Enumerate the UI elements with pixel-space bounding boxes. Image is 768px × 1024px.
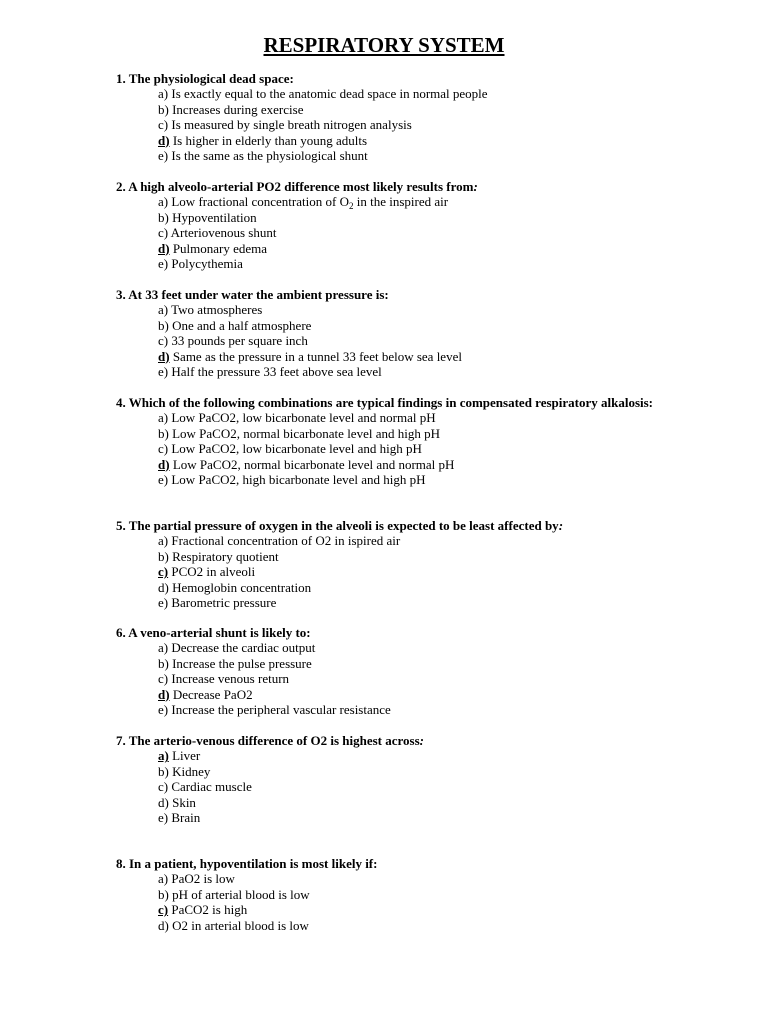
option-a: a) Low PaCO2, low bicarbonate level and normal pH <box>158 410 436 426</box>
option-c-correct: c) PaCO2 is high <box>158 902 248 918</box>
option-list <box>116 871 656 933</box>
option-d-correct: d) Decrease PaO2 <box>158 686 253 702</box>
option-d-correct: d) Is higher in elderly than young adults <box>158 132 368 148</box>
option-e: e) Increase the peripheral vascular resistance <box>158 702 391 718</box>
question-2 <box>116 179 656 271</box>
option-b: b) Increases during exercise <box>158 101 304 117</box>
option-list <box>116 410 656 487</box>
question-1 <box>116 71 656 163</box>
option-list <box>116 302 656 379</box>
option-b: b) One and a half atmosphere <box>158 317 312 333</box>
question-4 <box>116 395 656 487</box>
option-c: c) Increase venous return <box>158 671 290 687</box>
option-c: c) Low PaCO2, low bicarbonate level and high pH <box>158 441 422 457</box>
option-c: c) Cardiac muscle <box>158 779 252 795</box>
option-c-correct: c) PCO2 in alveoli <box>158 564 256 580</box>
option-b: b) pH of arterial blood is low <box>158 886 310 902</box>
option-c: c) Arteriovenous shunt <box>158 225 277 241</box>
option-c: c) 33 pounds per square inch <box>158 333 308 349</box>
question-text: 1. The physiological dead space: <box>116 71 294 86</box>
option-d: d) O2 in arterial blood is low <box>158 917 309 933</box>
option-a: a) Low fractional concentration of $O_2$ in the inspired air <box>158 194 449 212</box>
question-text: 8. In a patient, hypoventilation is most likely if: <box>116 856 378 871</box>
option-list <box>116 194 656 271</box>
option-e: e) Half the pressure 33 feet above sea level <box>158 364 382 380</box>
option-a: a) Decrease the cardiac output <box>158 640 316 656</box>
option-b: b) Kidney <box>158 763 211 779</box>
question-text: 6. A veno-arterial shunt is likely to: <box>116 625 311 640</box>
option-b: b) Increase the pulse pressure <box>158 655 312 671</box>
option-list <box>116 748 656 825</box>
question-5 <box>116 518 656 610</box>
option-b: b) Hypoventilation <box>158 209 257 225</box>
option-a-correct: a) Liver <box>158 748 201 764</box>
option-e: e) Is the same as the physiological shunt <box>158 148 368 164</box>
option-d: d) Skin <box>158 794 196 810</box>
option-d-correct: d) Low PaCO2, normal bicarbonate level and normal pH <box>158 456 455 472</box>
option-list <box>116 86 656 163</box>
question-6 <box>116 625 656 717</box>
option-b: b) Low PaCO2, normal bicarbonate level and high pH <box>158 425 440 441</box>
option-c: c) Is measured by single breath nitrogen analysis <box>158 117 412 133</box>
option-b: b) Respiratory quotient <box>158 548 279 564</box>
option-e: e) Polycythemia <box>158 256 243 272</box>
page-title: RESPIRATORY SYSTEM <box>263 33 505 57</box>
option-a: a) PaO2 is low <box>158 871 235 887</box>
question-3 <box>116 287 656 379</box>
question-8 <box>116 856 656 933</box>
option-e: e) Low PaCO2, high bicarbonate level and high pH <box>158 472 426 488</box>
question-7 <box>116 733 656 825</box>
option-list <box>116 533 656 610</box>
option-a: a) Is exactly equal to the anatomic dead space in normal people <box>158 86 488 102</box>
option-list <box>116 640 656 717</box>
option-e: e) Barometric pressure <box>158 595 277 611</box>
question-text: 4. Which of the following combinations are typical findings in compensated respiratory alkalosis: <box>116 395 654 410</box>
question-text: 7. The arterio-venous difference of O2 is highest across: <box>116 733 425 748</box>
option-d-correct: d) Same as the pressure in a tunnel 33 feet below sea level <box>158 348 462 364</box>
question-text: 3. At 33 feet under water the ambient pressure is: <box>116 287 389 302</box>
option-a: a) Fractional concentration of O2 in ispired air <box>158 533 401 549</box>
question-text: 2. A high alveolo-arterial PO2 difference most likely results from: <box>116 179 478 194</box>
option-a: a) Two atmospheres <box>158 302 263 318</box>
option-d: d) Hemoglobin concentration <box>158 579 312 595</box>
option-e: e) Brain <box>158 810 201 826</box>
option-d-correct: d) Pulmonary edema <box>158 240 268 256</box>
question-text: 5. The partial pressure of oxygen in the alveoli is expected to be least affected by: <box>116 518 564 533</box>
